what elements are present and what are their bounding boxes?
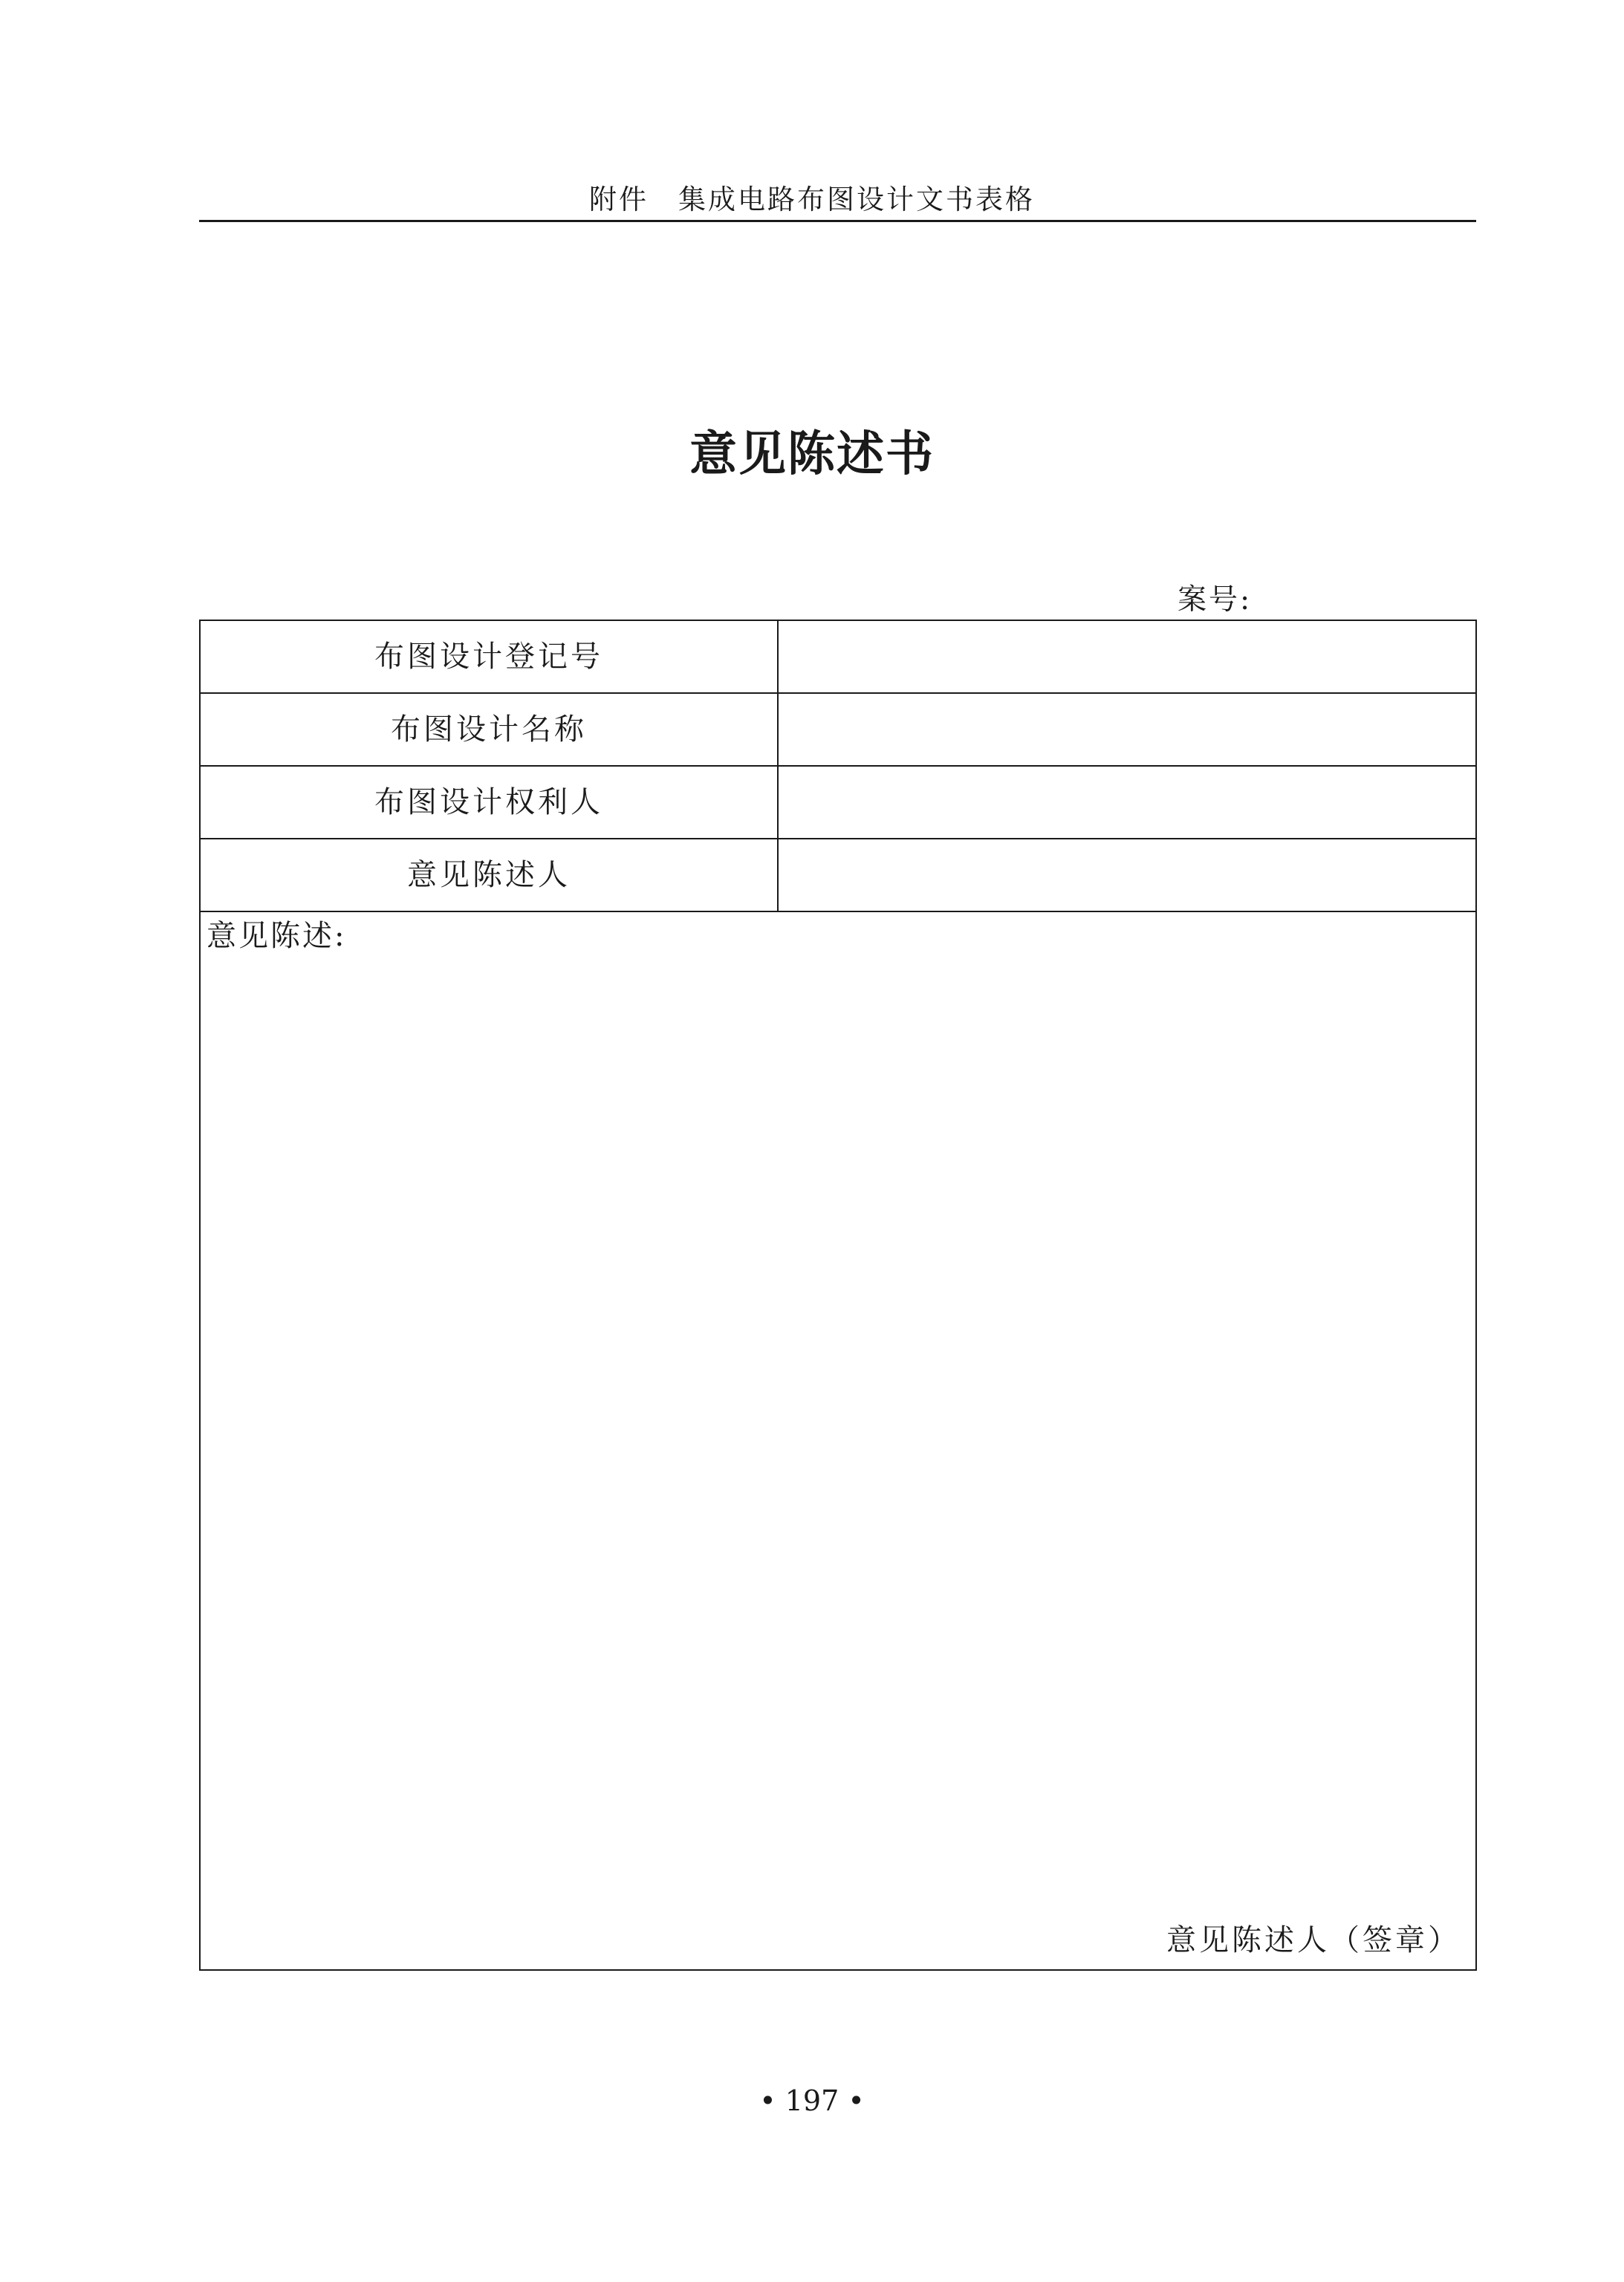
page-number: • 197 • bbox=[759, 2084, 865, 2117]
form-label-registration-number: 布图设计登记号 bbox=[201, 621, 779, 692]
form-row-design-name bbox=[201, 694, 1475, 767]
statement-text-area[interactable] bbox=[201, 955, 1475, 1906]
running-header bbox=[0, 177, 1624, 217]
form-row-registration-number bbox=[201, 621, 1475, 694]
form-field-registration-number[interactable] bbox=[780, 621, 1475, 692]
form-field-statement-party[interactable] bbox=[780, 839, 1475, 911]
document-title: 意见陈述书 bbox=[689, 426, 935, 482]
case-number-label: 案号: bbox=[1178, 583, 1253, 617]
header-rule bbox=[199, 220, 1476, 222]
form-row-right-holder bbox=[201, 767, 1475, 839]
statement-form bbox=[199, 620, 1477, 1971]
form-label-right-holder: 布图设计权利人 bbox=[201, 767, 779, 838]
statement-label: 意见陈述: bbox=[207, 919, 347, 953]
section-title: 集成电路布图设计文书表格 bbox=[678, 183, 1035, 215]
appendix-label: 附件 bbox=[589, 183, 649, 215]
form-row-statement-party bbox=[201, 839, 1475, 912]
form-label-design-name: 布图设计名称 bbox=[201, 694, 779, 765]
form-label-statement-party: 意见陈述人 bbox=[201, 839, 779, 911]
form-field-design-name[interactable] bbox=[780, 694, 1475, 765]
signature-label: 意见陈述人（签章） bbox=[1166, 1923, 1461, 1957]
form-field-right-holder[interactable] bbox=[780, 767, 1475, 838]
